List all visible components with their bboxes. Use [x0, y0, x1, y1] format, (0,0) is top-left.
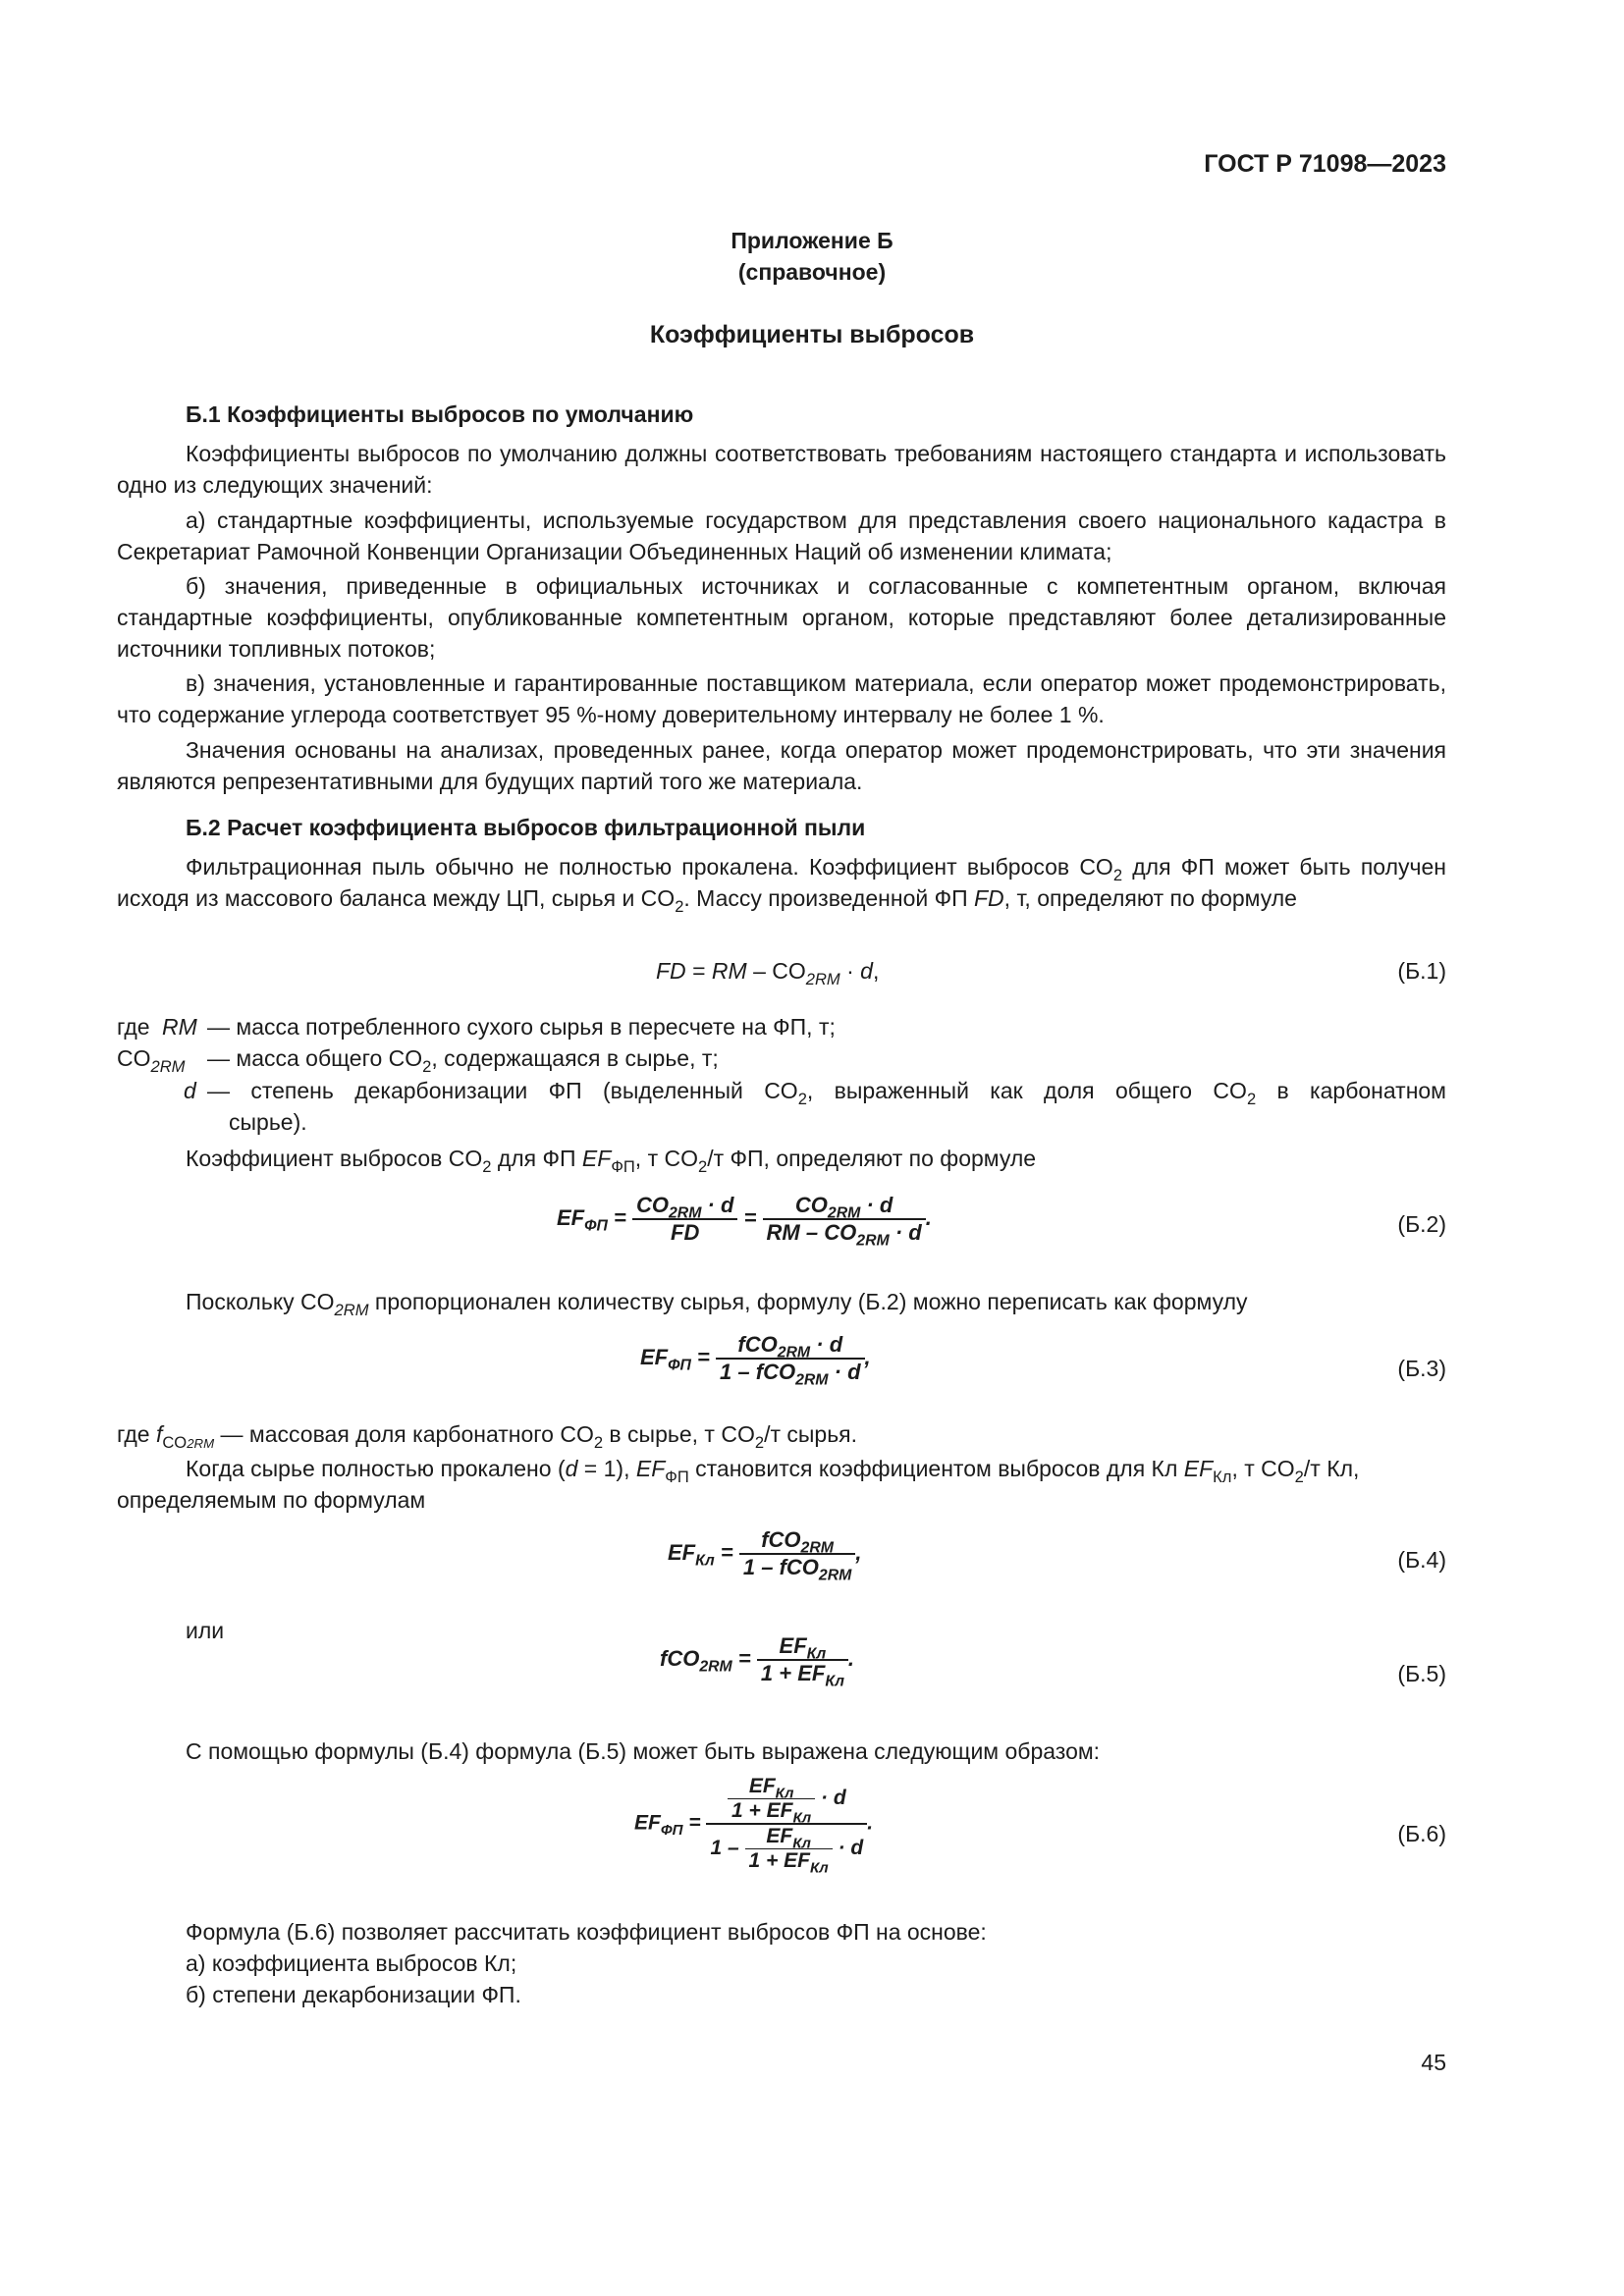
section-b1-intro: Коэффициенты выбросов по умолчанию должны соответствовать требованиям настоящего стандарта и использовать одно из следующих значений: — [117, 441, 1446, 498]
equation-b5-number: (Б.5) — [1397, 1661, 1446, 1686]
list-item-b: б) степени декарбонизации ФП. — [186, 1982, 521, 2007]
or-word: или — [186, 1618, 225, 1643]
equation-b6-number: (Б.6) — [1397, 1821, 1446, 1846]
equation-b4: $EF_{Кл}$ = $\frac{fCO_{2RM}}{1 - fCO_{2RM}}$ , — [668, 1527, 862, 1584]
list-item-a: а) коэффициента выбросов Кл; — [186, 1950, 517, 1976]
where-rm-symbol: RM — [162, 1014, 197, 1040]
where-word: где — [117, 1014, 150, 1040]
equation-b2-fraction-1: $\frac{CO_{2RM} \cdot d}{FD}$ — [632, 1193, 737, 1246]
section-b1-title: Б.1 Коэффициенты выбросов по умолчанию — [186, 401, 694, 427]
equation-b5-fraction: $\frac{EF_{Кл}}{1 + EF_{Кл}}$ — [757, 1633, 848, 1686]
section-b1-closing: Значения основаны на анализах, проведенных ранее, когда оператор может продемонстрировать, что эти значения являются репрезентативными для будущих партий того же материала. — [117, 737, 1446, 794]
equation-b3-number: (Б.3) — [1397, 1356, 1446, 1381]
equation-b1-number: (Б.1) — [1397, 958, 1446, 984]
section-b1-item-b: б) значения, приведенные в официальных источниках и согласованные с компетентным органом, включая стандартные коэффициенты, опубликованные компетентным органом, которые представляют более детализированные источники топливных потоков; — [117, 573, 1446, 662]
equation-b5: fCO$_{2RM}$ = $\frac{EF_{Кл}}{1 + EF_{Кл}}$ . — [660, 1633, 855, 1690]
section-b2-paragraph-5: С помощью формулы (Б.4) формула (Б.5) может быть выражена следующим образом: — [186, 1738, 1101, 1764]
section-b2-paragraph-3: Поскольку $CO_{2RM}$ пропорционален количеству сырья, формулу (Б.2) можно переписать как формулу — [186, 1289, 1248, 1319]
section-b2-paragraph-4: Когда сырье полностью прокалено (d = 1), $EF_{ФП}$ становится коэффициентом выбросов для Кл $EF_{Кл}$, т $CO_2/т$ Кл, — [186, 1456, 1360, 1486]
equation-b6-inner-fraction-2: $\frac{EF_{Кл}}{1 + EF_{Кл}}$ — [745, 1825, 833, 1873]
equation-b3-fraction: $\frac{fCO_{2RM} \cdot d}{1 - fCO_{2RM} \cdot d}$ — [716, 1332, 865, 1385]
equation-b2: $EF_{ФП}$ = $\frac{CO_{2RM} \cdot d}{FD}$ = $\frac{CO_{2RM} \cdot d}{RM - CO_{2RM} \cdot d}$ . — [557, 1193, 932, 1250]
page-number: 45 — [1421, 2050, 1446, 2075]
equation-b4-number: (Б.4) — [1397, 1547, 1446, 1573]
section-b2-paragraph-4-end: определяемым по формулам — [117, 1487, 426, 1513]
where-co2rm-description: — масса общего $CO_2$, содержащаяся в сырье, т; — [207, 1045, 719, 1076]
where-fco2rm-description: где $f_{CO2RM}$ — массовая доля карбонатного $CO_2$ в сырье, т $CO_2/т$ сырья. — [117, 1421, 858, 1452]
section-b1-item-c: в) значения, установленные и гарантированные поставщиком материала, если оператор может продемонстрировать, что содержание углерода соответствует 95 %-ному доверительному интервалу не более 1 %. — [117, 670, 1446, 727]
appendix-heading: Коэффициенты выбросов — [649, 321, 975, 348]
where-d-description: — степень декарбонизации ФП (выделенный $CO_2$, выраженный как доля общего $CO_2$ в карбонатном — [207, 1078, 1446, 1108]
where-rm-description: — масса потребленного сухого сырья в пересчете на ФП, т; — [207, 1014, 836, 1040]
equation-b2-fraction-2: $\frac{CO_{2RM} \cdot d}{RM - CO_{2RM} \cdot d}$ — [763, 1193, 926, 1246]
section-b2-paragraph-2: Коэффициент выбросов $CO_2$ для ФП $EF_{ФП}$, т $CO_2/т$ ФП, определяют по формуле — [186, 1146, 1037, 1176]
section-b2-paragraph-1: Фильтрационная пыль обычно не полностью прокалена. Коэффициент выбросов $CO_2$ для ФП может быть получен исходя из массового баланса между ЦП, сырья и $CO_2$. Массу произведенной ФП FD, т, определяют по формуле — [117, 854, 1446, 916]
equation-b6: $EF_{ФП}$ = $\frac{EF_{Кл}}{1 + EF_{Кл}}$ · d 1 – $\frac{EF_{Кл}}{1 + EF_{Кл}}$ · d . — [634, 1775, 874, 1877]
document-number: ГОСТ Р 71098—2023 — [1204, 150, 1446, 178]
equation-b6-fraction: $\frac{EF_{Кл}}{1 + EF_{Кл}}$ · d 1 – $\frac{EF_{Кл}}{1 + EF_{Кл}}$ · d — [706, 1775, 867, 1873]
equation-b6-inner-fraction-1: $\frac{EF_{Кл}}{1 + EF_{Кл}}$ — [728, 1775, 815, 1823]
section-b2-paragraph-6: Формула (Б.6) позволяет рассчитать коэффициент выбросов ФП на основе: — [186, 1919, 987, 1945]
equation-b3: $EF_{ФП}$ = $\frac{fCO_{2RM} \cdot d}{1 - fCO_{2RM} \cdot d}$ , — [640, 1332, 871, 1389]
equation-b4-fraction: $\frac{fCO_{2RM}}{1 - fCO_{2RM}}$ — [739, 1527, 856, 1580]
appendix-title: Приложение Б — [731, 228, 893, 253]
equation-b2-number: (Б.2) — [1397, 1211, 1446, 1237]
where-d-symbol: d — [184, 1078, 196, 1103]
section-b2-title: Б.2 Расчет коэффициента выбросов фильтрационной пыли — [186, 815, 866, 840]
equation-b1: FD = RM – $CO_{2RM} \cdot d$, — [656, 958, 880, 988]
where-co2rm-symbol: $CO_{2RM}$ — [117, 1045, 186, 1076]
section-b1-item-a: а) стандартные коэффициенты, используемые государством для представления своего национального кадастра в Секретариат Рамочной Конвенции Организации Объединенных Наций об изменении климата; — [117, 507, 1446, 564]
appendix-status: (справочное) — [737, 259, 887, 285]
where-d-description-end: сырье). — [229, 1109, 307, 1135]
